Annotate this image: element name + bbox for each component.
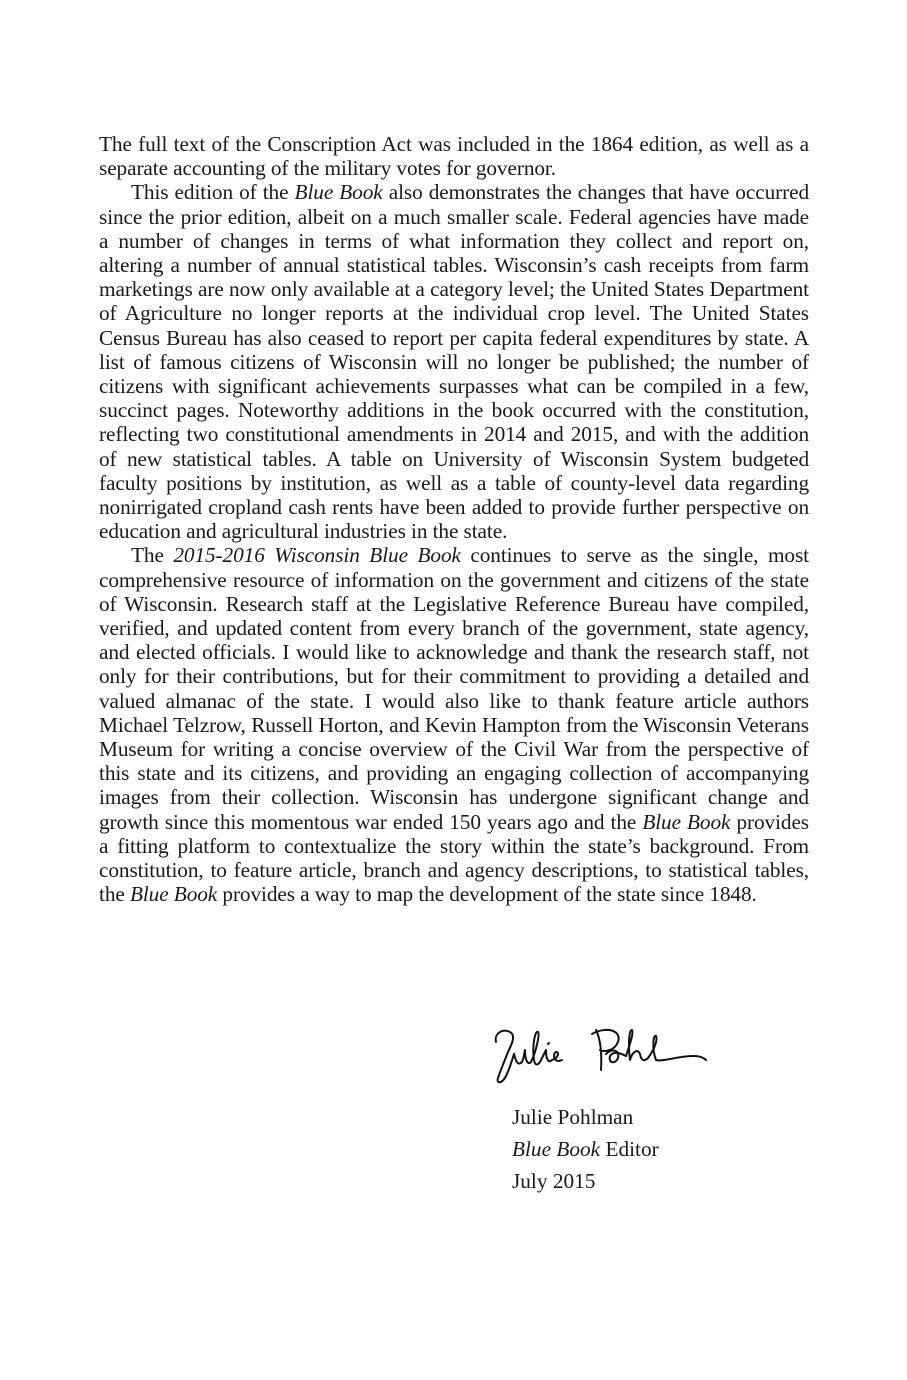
paragraph-1 [99,132,809,180]
paragraph-2-text-a: This edition of the [131,180,295,205]
paragraph-3-text-d: provides a way to map the development of the state since 1848. [217,882,757,907]
paragraph-3 [99,543,809,906]
paragraph-2-italic-title: Blue Book [294,180,383,205]
paragraph-3-text-a: The [131,543,174,568]
signature-date: July 2015 [512,1169,596,1193]
paragraph-3-text-b: continues to serve as the single, most comprehensive resource of information on the government and citizens of the state of Wisconsin. Research staff at the Legislative Reference Bureau have compiled, verified, and updated content from every branch of the government, state agency, and elected officials. I would like to acknowledge and thank the research staff, not only for their contributions, but for their commitment to providing a detailed and valued almanac of the state. I would also like to thank feature article authors Michael Telzrow, Russell Horton, and Kevin Hampton from the Wisconsin Veterans Museum for writing a concise overview of the Civil War from the perspective of this state and its citizens, and providing an engaging collection of accompanying images from their collection. Wisconsin has undergone significant change and growth since this momentous war ended 150 years ago and the [99,543,809,834]
signer-name: Julie Pohlman [512,1105,634,1129]
paragraph-2 [99,180,809,543]
document-body [99,132,809,907]
signature-block [512,1101,659,1197]
signer-title-italic: Blue Book [512,1137,601,1161]
paragraph-3-italic-title-3: Blue Book [129,882,218,907]
signer-title-rest: Editor [600,1137,659,1161]
paragraph-1-text: The full text of the Conscription Act was included in the 1864 edition, as well as a separate accounting of the military votes for governor. [99,132,809,181]
paragraph-3-text-c: provides a fitting platform to contextualize the story within the state’s background. From constitution, to feature article, branch and agency descriptions, to statistical tables, the [99,809,809,907]
paragraph-2-text-b: also demonstrates the changes that have occurred since the prior edition, albeit on a much smaller scale. Federal agencies have made a number of changes in terms of what information they collect and report on, altering a number of annual statistical tables. Wisconsin’s cash receipts from farm marketings are now only available at a category level; the United States Department of Agriculture no longer reports at the individual crop level. The United States Census Bureau has also ceased to report per capita federal expenditures by state. A list of famous citizens of Wisconsin will no longer be published; the number of citizens with significant achievements surpasses what can be compiled in a few, succinct pages. Noteworthy additions in the book occurred with the constitution, reflecting two constitutional amendments in 2014 and 2015, and with the addition of new statistical tables. A table on University of Wisconsin System budgeted faculty positions by institution, as well as a table of county-level data regarding nonirrigated cropland cash rents have been added to provide further perspective on education and agricultural industries in the state. [99,180,809,544]
handwritten-signature [488,1020,718,1090]
signer-title [512,1133,659,1165]
paragraph-3-italic-title-2: Blue Book [642,809,731,834]
paragraph-3-italic-title: 2015-2016 Wisconsin Blue Book [173,543,461,568]
